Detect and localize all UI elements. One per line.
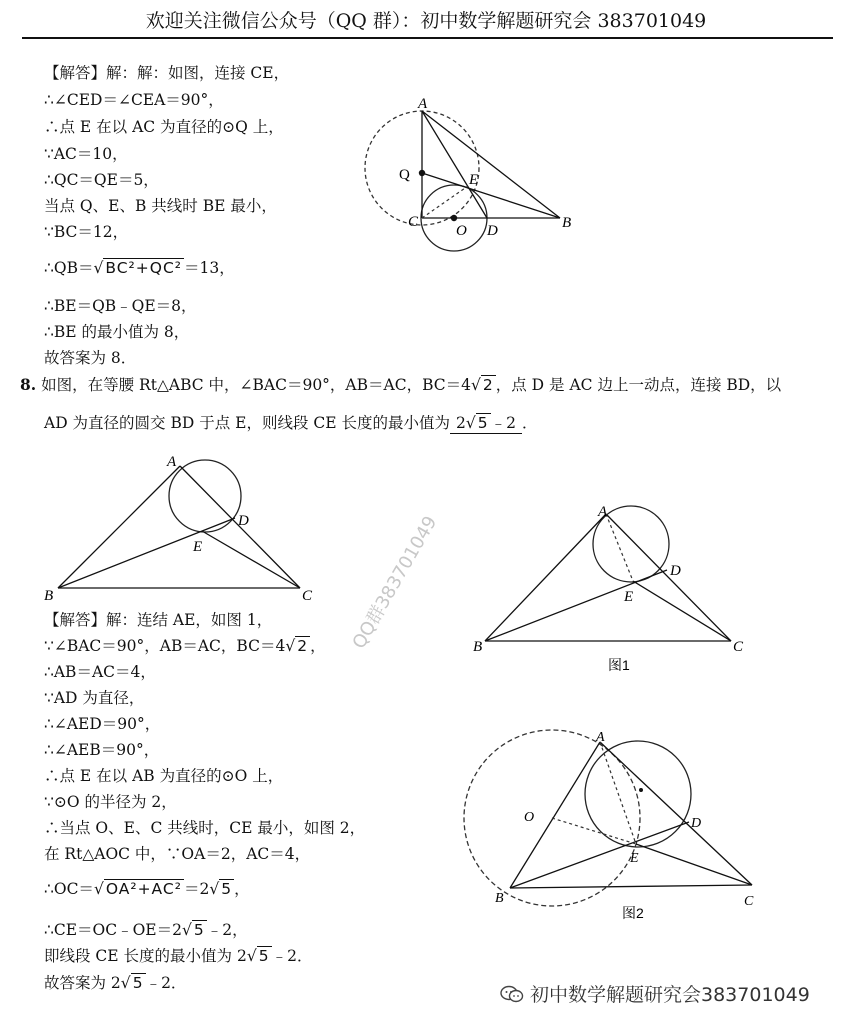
sol8-line-11-lead: ∴OC＝ [44, 880, 94, 898]
fig7-line-qb [422, 173, 560, 218]
fig8-line-ce [202, 531, 300, 588]
sol8-line-2-radicand: 2 [297, 637, 309, 655]
answer-radicand: 5 [477, 414, 489, 432]
sol8-line-14-lead: 故答案为 2 [44, 974, 121, 992]
sol8-line-12 [44, 920, 248, 940]
problem8-line-1 [20, 375, 781, 395]
fig7-side-ab [422, 111, 560, 218]
figure-8 [30, 448, 330, 608]
fig1-dashed-ae [606, 514, 633, 581]
sol8-line-9: ∴当点 O、E、C 共线时，CE 最小，如图 2， [44, 819, 366, 837]
fig1-side-ac [606, 514, 731, 641]
sol8-line-14-radicand: 5 [132, 974, 144, 992]
sol8-line-13-radicand: 5 [258, 947, 270, 965]
sol8-line-11-tail: ， [234, 880, 250, 898]
sol8-line-4: ∵AD 为直径， [44, 689, 145, 707]
fig8-circle [169, 460, 241, 532]
fig2-dashed-ae [600, 742, 636, 844]
sol8-line-7: ∴点 E 在以 AB 为直径的⊙O 上， [44, 767, 284, 785]
fig7-label-o: O [456, 223, 467, 239]
fig1-caption: 图1 [608, 657, 630, 673]
fig2-side-bc [510, 885, 752, 888]
problem8-line-1-tail: ，点 D 是 AC 边上一动点，连接 BD，以 [495, 376, 782, 394]
fig1-line-bd [485, 570, 667, 641]
sol8-line-11 [44, 879, 250, 899]
sqrt-sign-icon: √ [246, 947, 257, 965]
fig1-label-d: D [670, 563, 681, 579]
problem8-line-1-lead: 如图，在等腰 Rt△ABC 中，∠BAC＝90°，AB＝AC，BC＝4 [41, 376, 471, 394]
fig7-point-q [419, 170, 425, 176]
page-header: 欢迎关注微信公众号（QQ 群）：初中数学解题研究会 383701049 [145, 10, 707, 32]
fig8-label-d: D [238, 513, 249, 529]
fig2-label-e: E [630, 851, 639, 866]
sol8-line-13 [44, 946, 312, 966]
fig2-label-c: C [744, 894, 754, 909]
fig2-line-ec [636, 844, 752, 885]
fig1-label-e: E [624, 589, 634, 605]
problem8-line-2-tail: ． [522, 414, 538, 432]
sol7-line-5: ∴QC＝QE＝5， [44, 171, 159, 189]
fig1-label-c: C [733, 639, 744, 655]
problem8-line-2-lead: AD 为直径的圆交 BD 于点 E，则线段 CE 长度的最小值为 [44, 414, 450, 432]
sol7-line-2: ∴∠CED＝∠CEA＝90°， [44, 91, 224, 109]
header-rule [22, 37, 833, 39]
sol8-line-11-mid: ＝2 [183, 880, 210, 898]
sqrt-sign-icon: √ [470, 376, 481, 394]
fig2-label-b: B [495, 891, 504, 906]
answer-blank [450, 413, 522, 434]
fig7-label-a: A [418, 96, 428, 112]
sol8-line-12-radicand: 5 [193, 921, 205, 939]
sol8-line-2-lead: ∵∠BAC＝90°，AB＝AC，BC＝4 [44, 637, 286, 655]
sqrt-sign-icon: √ [120, 974, 131, 992]
sol7-line-4: ∵AC＝10， [44, 145, 128, 163]
sol7-line-11: 故答案为 8． [44, 349, 137, 367]
sol8-line-11-radicand-2: 5 [221, 880, 233, 898]
fig8-line-bd [58, 518, 235, 588]
fig2-circle-ad [585, 741, 691, 847]
fig2-center-point [639, 788, 643, 792]
sol8-line-12-tail: ﹣2， [206, 921, 248, 939]
fig1-label-a: A [598, 504, 608, 520]
problem8-radicand: 2 [482, 376, 494, 394]
fig7-dashed-ce [422, 186, 468, 218]
fig1-side-ab [485, 514, 606, 641]
watermark: QQ群383701049 [348, 512, 442, 653]
sol8-line-13-lead: 即线段 CE 长度的最小值为 2 [44, 947, 247, 965]
sqrt-sign-icon: √ [182, 921, 192, 939]
figure-7 [360, 88, 590, 268]
sol7-line-10: ∴BE 的最小值为 8， [44, 323, 190, 341]
sol7-line-3: ∴点 E 在以 AC 为直径的⊙Q 上， [44, 118, 284, 136]
sol8-line-13-tail: ﹣2． [271, 947, 313, 965]
problem8-line-2 [44, 413, 538, 434]
sol8-line-1: 【解答】解：连结 AE，如图 1， [44, 611, 273, 629]
fig7-point-o [451, 215, 457, 221]
fig7-line-ad [422, 111, 487, 218]
fig2-caption: 图2 [622, 905, 644, 921]
sol7-line-7: ∵BC＝12， [44, 223, 129, 241]
sqrt-sign-icon: √ [209, 880, 220, 898]
fig2-label-a: A [596, 730, 605, 745]
fig2-dashed-oe [552, 818, 636, 844]
fig2-label-d: D [691, 816, 702, 831]
fig1-line-ce [633, 581, 731, 641]
sol8-line-5: ∴∠AED＝90°， [44, 715, 161, 733]
sol8-line-14 [44, 973, 186, 993]
sol7-line-8 [44, 258, 235, 278]
sol8-line-6: ∴∠AEB＝90°， [44, 741, 160, 759]
answer-coef: 2 [456, 414, 466, 432]
sqrt-sign-icon: √ [93, 259, 104, 277]
sol8-line-2 [44, 636, 326, 656]
figure-1 [465, 498, 765, 678]
fig2-label-o: O [524, 810, 535, 825]
sol7-line-9: ∴BE＝QB﹣QE＝8， [44, 297, 197, 315]
wechat-icon [500, 984, 524, 1004]
sol7-line-1: 【解答】解：解：如图，连接 CE， [44, 64, 290, 82]
problem-number: 8. [20, 375, 37, 394]
fig8-side-ab [58, 466, 180, 588]
sol8-line-2-tail: ， [310, 637, 326, 655]
fig7-label-d: D [487, 223, 498, 239]
footer-brand [500, 980, 810, 1007]
sol8-line-11-radicand: OA²+AC² [105, 880, 182, 898]
footer-brand-text: 初中数学解题研究会383701049 [530, 984, 810, 1006]
sqrt-sign-icon: √ [93, 880, 104, 898]
sol8-line-3: ∴AB＝AC＝4， [44, 663, 156, 681]
fig7-label-e: E [469, 172, 479, 188]
fig8-label-a: A [167, 454, 177, 470]
fig8-label-b: B [44, 588, 54, 604]
sol7-radicand: BC²+QC² [105, 259, 182, 277]
sol7-line-8-tail: ＝13， [183, 259, 235, 277]
sqrt-sign-icon: √ [285, 637, 296, 655]
sqrt-sign-icon: √ [465, 414, 476, 432]
fig1-label-b: B [473, 639, 483, 655]
fig2-line-bd [510, 822, 689, 888]
figure-2 [460, 722, 770, 922]
sol8-line-8: ∵⊙O 的半径为 2， [44, 793, 177, 811]
sol8-line-10: 在 Rt△AOC 中，∵OA＝2，AC＝4， [44, 845, 311, 863]
sol7-line-8-lead: ∴QB＝ [44, 259, 94, 277]
sol7-line-6: 当点 Q、E、B 共线时 BE 最小， [44, 197, 277, 215]
fig7-label-q: Q [399, 167, 410, 183]
fig7-label-c: C [408, 214, 419, 230]
answer-tail: ﹣2 [490, 414, 517, 432]
sol8-line-12-lead: ∴CE＝OC﹣OE＝2 [44, 921, 182, 939]
fig8-label-e: E [193, 539, 203, 555]
fig7-label-b: B [562, 215, 572, 231]
fig8-label-c: C [302, 588, 313, 604]
fig2-side-ac [600, 742, 752, 885]
sol8-line-14-tail: ﹣2． [145, 974, 187, 992]
